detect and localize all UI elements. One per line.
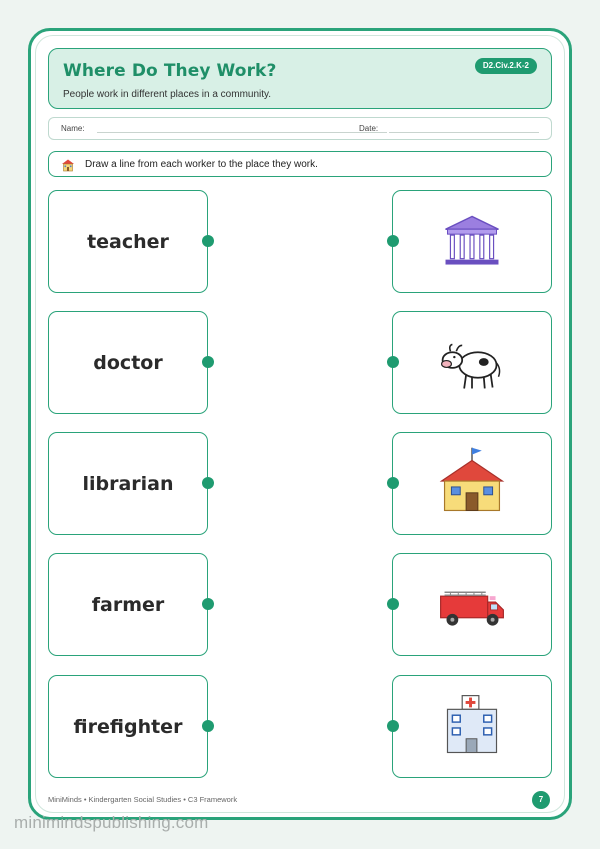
name-field[interactable]	[97, 132, 387, 133]
worker-card-teacher	[48, 190, 208, 293]
footer-text: MiniMinds • Kindergarten Social Studies • C3 Framework	[48, 795, 238, 804]
page-number: 7	[532, 791, 550, 809]
page-title: Where Do They Work?	[63, 61, 277, 81]
place-card-school	[392, 432, 552, 535]
library-building-icon	[393, 191, 551, 292]
worker-card-farmer	[48, 553, 208, 656]
name-date-bar	[48, 117, 552, 140]
place-connector-dot[interactable]	[387, 356, 399, 368]
worker-label: farmer	[91, 593, 165, 616]
worker-card-firefighter	[48, 675, 208, 778]
worker-label: teacher	[87, 230, 169, 253]
worker-connector-dot[interactable]	[202, 235, 214, 247]
place-connector-dot[interactable]	[387, 598, 399, 610]
place-card-hospital	[392, 675, 552, 778]
name-label: Name:	[61, 124, 85, 133]
date-field[interactable]	[389, 132, 539, 133]
worker-connector-dot[interactable]	[202, 477, 214, 489]
fire-truck-icon	[393, 554, 551, 655]
worker-connector-dot[interactable]	[202, 356, 214, 368]
schoolhouse-icon	[61, 157, 75, 176]
instructions-box	[48, 151, 552, 177]
worker-label: firefighter	[73, 715, 183, 738]
place-connector-dot[interactable]	[387, 720, 399, 732]
worker-card-doctor	[48, 311, 208, 414]
place-connector-dot[interactable]	[387, 235, 399, 247]
place-card-fire-station	[392, 553, 552, 656]
page-subtitle: People work in different places in a community.	[63, 89, 272, 100]
standard-badge: D2.Civ.2.K-2	[475, 58, 537, 74]
worker-label: librarian	[82, 472, 174, 495]
hospital-icon	[393, 676, 551, 777]
worksheet-header	[48, 48, 552, 109]
place-connector-dot[interactable]	[387, 477, 399, 489]
school-house-icon	[393, 433, 551, 534]
worker-card-librarian	[48, 432, 208, 535]
date-label: Date:	[359, 124, 379, 133]
cow-icon	[393, 312, 551, 413]
place-card-farm	[392, 311, 552, 414]
watermark: minimindspublishing.com	[14, 813, 209, 832]
place-card-library	[392, 190, 552, 293]
instructions-text: Draw a line from each worker to the place they work.	[85, 159, 318, 170]
worker-connector-dot[interactable]	[202, 598, 214, 610]
worker-label: doctor	[93, 351, 163, 374]
worker-connector-dot[interactable]	[202, 720, 214, 732]
